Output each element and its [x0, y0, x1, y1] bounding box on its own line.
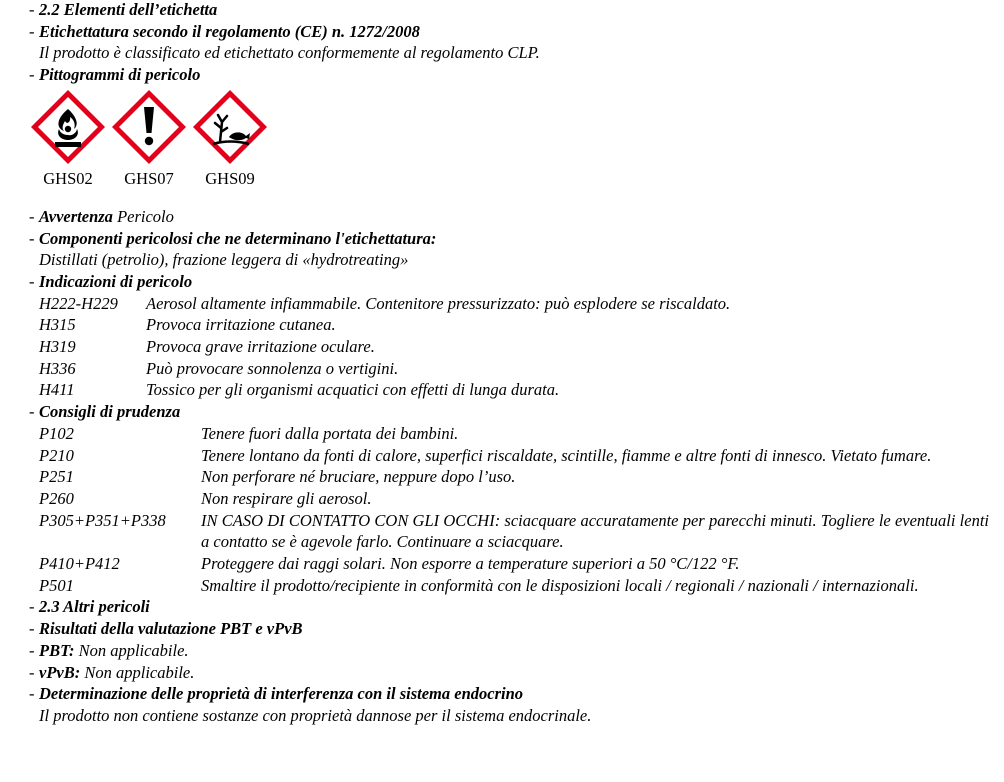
hazardous-components-text: Distillati (petrolio), frazione leggera di «hydrotreating» — [39, 250, 409, 270]
precautionary-row: P210 Tenere lontano da fonti di calore, superfici riscaldate, scintille, fiamme e altre fonti di innesco. Vietato fumare. — [39, 445, 932, 465]
precautionary-row: P251 Non perforare né bruciare, neppure dopo l’uso. — [39, 467, 516, 487]
hazard-statement-row: H319 Provoca grave irritazione oculare. — [39, 337, 375, 357]
hazard-statement-row: H411 Tossico per gli organismi acquatici con effetti di lunga durata. — [39, 380, 560, 400]
pictogram-row — [29, 88, 989, 206]
pictogram-ghs02 — [28, 88, 108, 190]
hazard-statement-row: H315 Provoca irritazione cutanea. — [39, 315, 336, 335]
pbt-assessment-heading: - Risultati della valutazione PBT e vPvB — [29, 619, 303, 639]
labelling-text: Il prodotto è classificato ed etichettato conformemente al regolamento CLP. — [39, 43, 540, 63]
precautionary-row: P501 Smaltire il prodotto/recipiente in conformità con le disposizioni locali / regionali / nazionali / internazionali. — [39, 575, 919, 595]
precautionary-row: P305+P351+P338 IN CASO DI CONTATTO CON GLI OCCHI: sciacquare accuratamente per parecchi minuti. Togliere le eventuali lenti a contatto se è agevole farlo. Continuare a sciacquare. — [39, 510, 989, 552]
precautionary-row: P102 Tenere fuori dalla portata dei bambini. — [39, 423, 459, 443]
pictograms-heading: - Pittogrammi di pericolo — [29, 65, 201, 85]
precautionary-row: P410+P412 Proteggere dai raggi solari. Non esporre a temperature superiori a 50 °C/122 °F. — [39, 554, 740, 574]
exclamation-pictogram-icon — [110, 88, 188, 166]
hazardous-components-heading: - Componenti pericolosi che ne determinano l'etichettatura: — [29, 228, 437, 248]
hazard-statement-row: H222-H229 Aerosol altamente infiammabile. Contenitore pressurizzato: può esplodere se riscaldato. — [39, 293, 731, 313]
precautionary-heading: - Consigli di prudenza — [29, 402, 181, 422]
pictogram-ghs09 — [190, 88, 270, 190]
pictogram-caption: GHS02 — [43, 168, 93, 188]
flame-pictogram-icon — [29, 88, 107, 166]
pictogram-ghs07 — [109, 88, 189, 190]
endocrine-heading: - Determinazione delle proprietà di interferenza con il sistema endocrino — [29, 684, 523, 704]
pbt-result: - PBT: Non applicabile. — [29, 640, 189, 660]
labelling-heading: - Etichettatura secondo il regolamento (CE) n. 1272/2008 — [29, 21, 420, 41]
section-heading: - 2.2 Elementi dell’etichetta — [29, 0, 218, 19]
pictogram-caption: GHS07 — [124, 168, 174, 188]
hazard-statements-heading: - Indicazioni di pericolo — [29, 271, 193, 291]
environment-pictogram-icon — [191, 88, 269, 166]
pictogram-caption: GHS09 — [205, 168, 255, 188]
endocrine-text: Il prodotto non contiene sostanze con proprietà dannose per il sistema endocrinale. — [39, 705, 592, 725]
sds-section-2-2 — [29, 0, 989, 727]
hazard-statement-row: H336 Può provocare sonnolenza o vertigini. — [39, 358, 399, 378]
precautionary-row: P260 Non respirare gli aerosol. — [39, 488, 372, 508]
other-hazards-heading: - 2.3 Altri pericoli — [29, 597, 150, 617]
signal-word: - Avvertenza Pericolo — [29, 206, 174, 226]
vpvb-result: - vPvB: Non applicabile. — [29, 662, 195, 682]
